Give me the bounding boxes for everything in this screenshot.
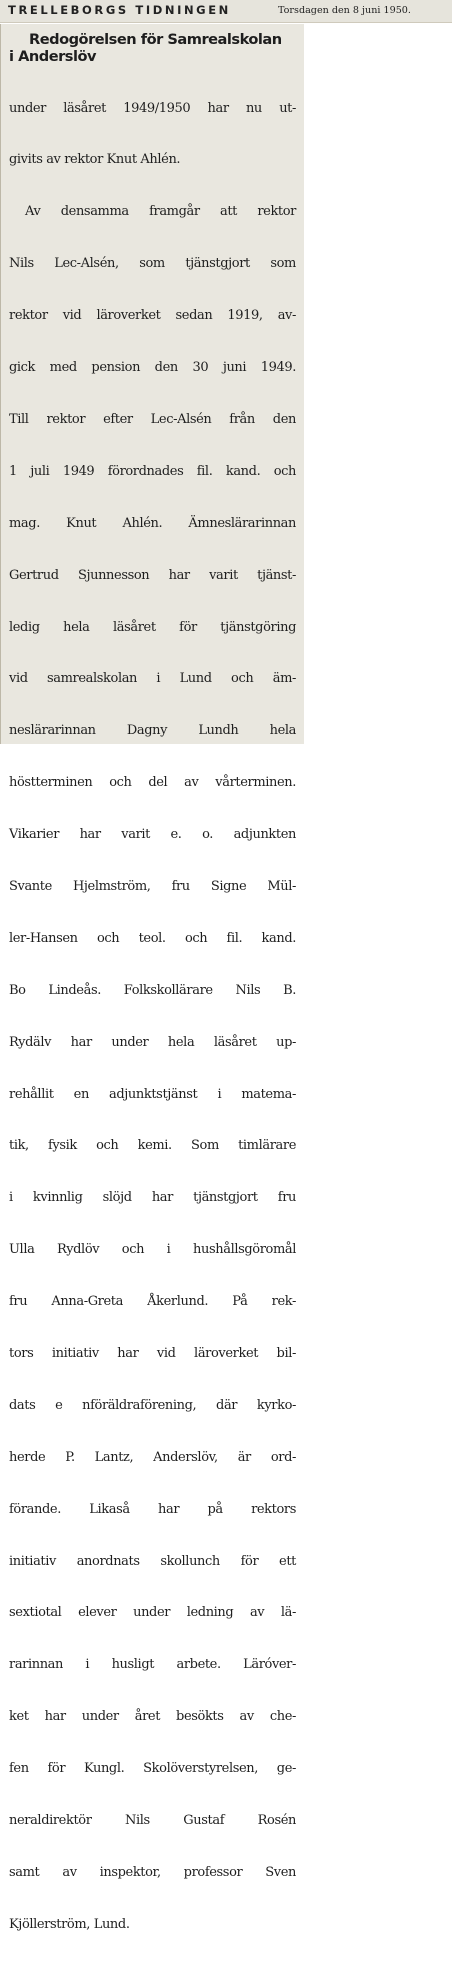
article-headline: [9, 32, 296, 65]
body-line: rehållit en adjunktstjänst i matema-: [9, 1086, 296, 1102]
body-line: Ulla Rydlöv och i hushållsgöromål: [9, 1242, 296, 1258]
article-clipping: [0, 24, 304, 1932]
body-line: ket har under året besökts av che-: [9, 1709, 296, 1725]
body-line: förande. Likaså har på rektors: [9, 1501, 296, 1517]
body-line: samt av inspektor, professor Sven: [9, 1864, 296, 1880]
body-line: initiativ anordnats skollunch för ett: [9, 1553, 296, 1569]
body-line: Till rektor efter Lec-Alsén från den: [9, 411, 296, 427]
body-line: sextiotal elever under ledning av lä-: [9, 1605, 296, 1621]
body-line: ledig hela läsåret för tjänstgöring: [9, 619, 296, 635]
body-line: höstterminen och del av vårterminen.: [9, 775, 296, 791]
body-line: neraldirektör Nils Gustaf Rosén: [9, 1812, 296, 1828]
body-line: rektor vid läroverket sedan 1919, av-: [9, 308, 296, 324]
body-line: tik, fysik och kemi. Som timlärare: [9, 1138, 296, 1154]
body-line: under läsåret 1949/1950 har nu ut-: [9, 100, 296, 116]
body-line: fen för Kungl. Skolöverstyrelsen, ge-: [9, 1761, 296, 1777]
body-line: herde P. Lantz, Anderslöv, är ord-: [9, 1449, 296, 1465]
body-line: Vikarier har varit e. o. adjunkten: [9, 827, 296, 843]
body-line: vid samrealskolan i Lund och äm-: [9, 671, 296, 687]
body-line: rarinnan i husligt arbete. Läróver-: [9, 1657, 296, 1673]
issue-date: Torsdagen den 8 juni 1950.: [278, 5, 411, 16]
body-line: Av densamma framgår att rektor: [25, 204, 296, 220]
body-line: i kvinnlig slöjd har tjänstgjort fru: [9, 1190, 296, 1206]
headline-line-1: Redogörelsen för Samrealskolan: [29, 31, 282, 48]
body-line: Svante Hjelmström, fru Signe Mül-: [9, 878, 296, 894]
body-line: Bo Lindeås. Folkskollärare Nils B.: [9, 982, 296, 998]
body-line: fru Anna-Greta Åkerlund. På rek-: [9, 1294, 296, 1310]
body-line: ler-Hansen och teol. och fil. kand.: [9, 930, 296, 946]
body-line: dats e nföräldraförening, där kyrko-: [9, 1397, 296, 1413]
body-line: Rydälv har under hela läsåret up-: [9, 1034, 296, 1050]
body-line: Nils Lec-Alsén, som tjänstgjort som: [9, 256, 296, 272]
newspaper-name: TRELLEBORGS TIDNINGEN: [8, 3, 231, 17]
body-line: 1 juli 1949 förordnades fil. kand. och: [9, 463, 296, 479]
body-line: mag. Knut Ahlén. Ämneslärarinnan: [9, 515, 296, 531]
body-line: Kjöllerström, Lund.: [9, 1916, 130, 1932]
body-line: gick med pension den 30 juni 1949.: [9, 360, 296, 376]
newspaper-masthead: [0, 0, 452, 23]
body-line: Gertrud Sjunnesson har varit tjänst-: [9, 567, 296, 583]
article-body: [9, 65, 296, 1968]
body-line: tors initiativ har vid läroverket bil-: [9, 1345, 296, 1361]
body-line: givits av rektor Knut Ahlén.: [9, 152, 181, 168]
headline-line-2: i Anderslöv: [9, 47, 97, 65]
body-line: neslärarinnan Dagny Lundh hela: [9, 723, 296, 739]
